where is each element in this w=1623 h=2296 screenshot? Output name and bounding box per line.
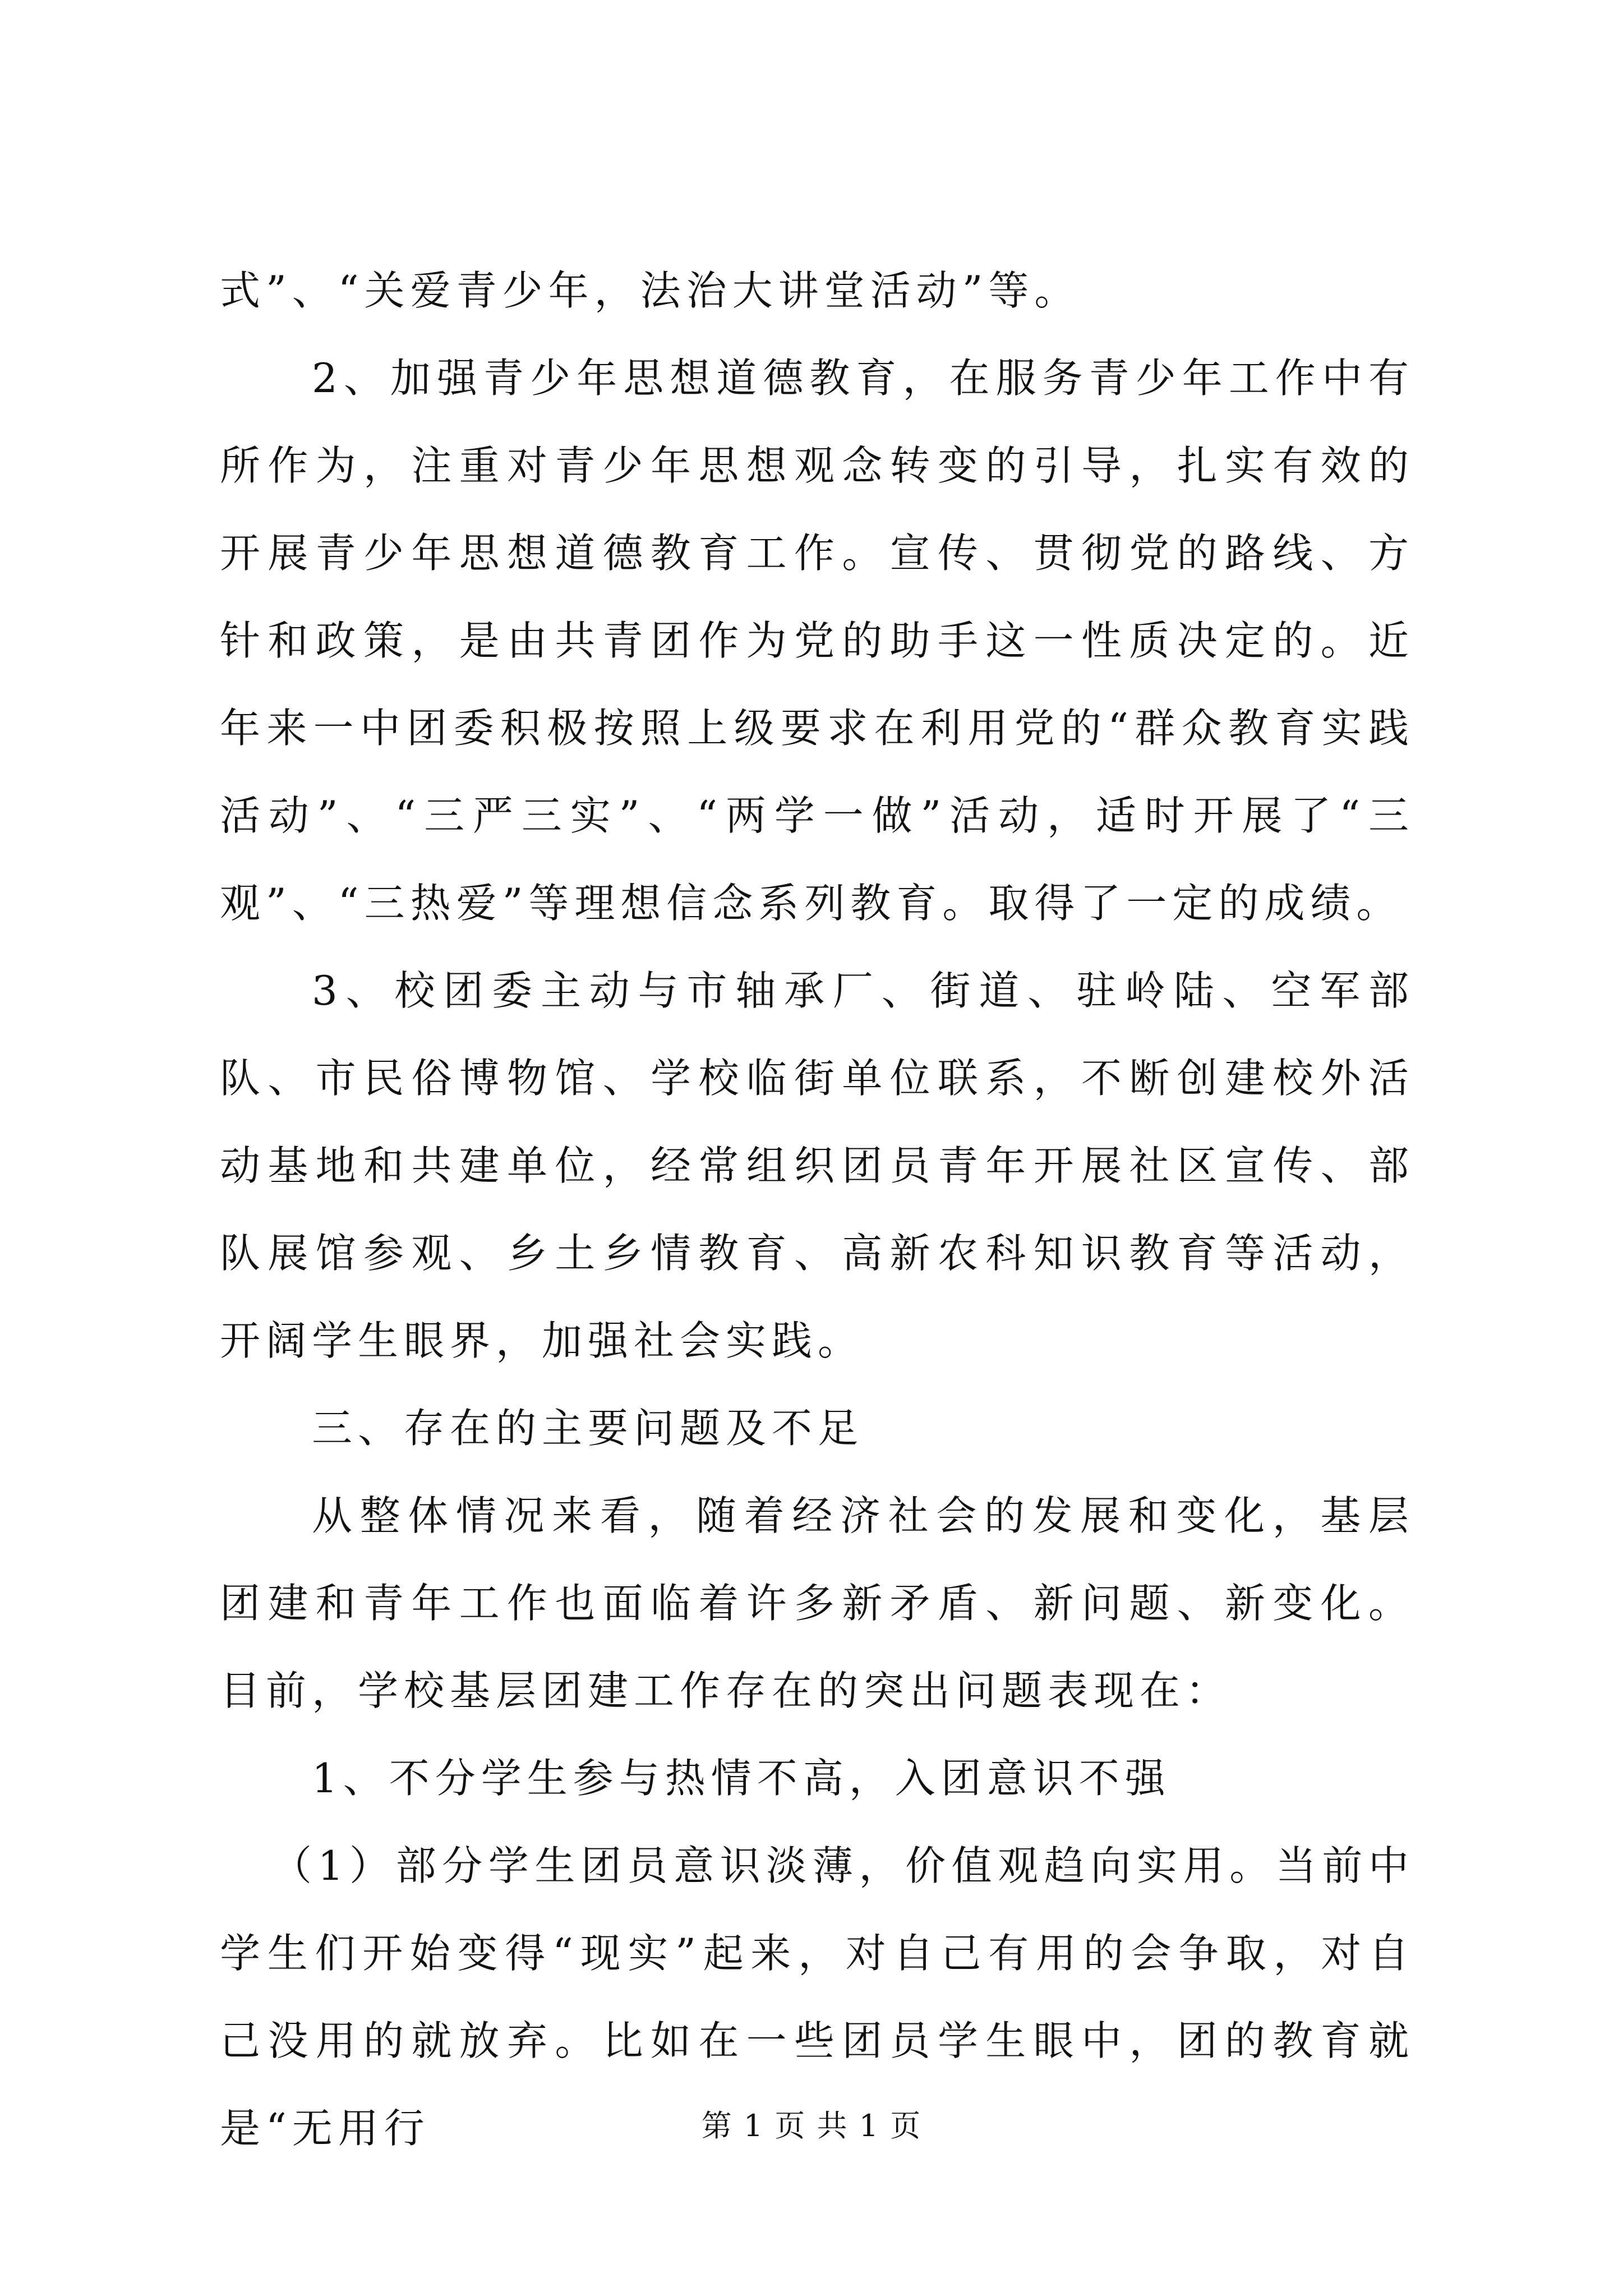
page-footer: 第 1 页 共 1 页 <box>701 2108 922 2143</box>
section-heading: 三、存在的主要问题及不足 <box>312 1405 864 1452</box>
paragraph-item-3: 3、校团委主动与市轴承厂、街道、驻岭陆、空军部队、市民俗博物馆、学校临街单位联系，不断创建校外活动基地和共建单位，经常组织团员青年开展社区宣传、部队展馆参观、乡土乡情教育、高新农科知识教育等活动，开阔学生眼界，加强社会实践。 <box>220 967 1414 1364</box>
document-body <box>220 247 1414 2172</box>
paragraph-point-1: （1）部分学生团员意识淡薄，价值观趋向实用。当前中学生们开始变得“现实”起来，对自己有用的会争取，对自己没用的就放弃。比如在一些团员学生眼中，团的教育就是“无用行 <box>220 1842 1414 2152</box>
paragraph-overview: 从整体情况来看，随着经济社会的发展和变化，基层团建和青年工作也面临着许多新矛盾、新问题、新变化。目前，学校基层团建工作存在的突出问题表现在： <box>220 1492 1414 1714</box>
subheading-1: 1、不分学生参与热情不高，入团意识不强 <box>312 1755 1171 1802</box>
paragraph-item-2: 2、加强青少年思想道德教育，在服务青少年工作中有所作为，注重对青少年思想观念转变的引导，扎实有效的开展青少年思想道德教育工作。宣传、贯彻党的路线、方针和政策，是由共青团作为党的助手这一性质决定的。近年来一中团委积极按照上级要求在利用党的“群众教育实践活动”、“三严三实”、“两学一做”活动，适时开展了“三观”、“三热爱”等理想信念系列教育。取得了一定的成绩。 <box>220 355 1414 927</box>
paragraph-continuation: 式”、“关爱青少年，法治大讲堂活动”等。 <box>220 267 1081 314</box>
